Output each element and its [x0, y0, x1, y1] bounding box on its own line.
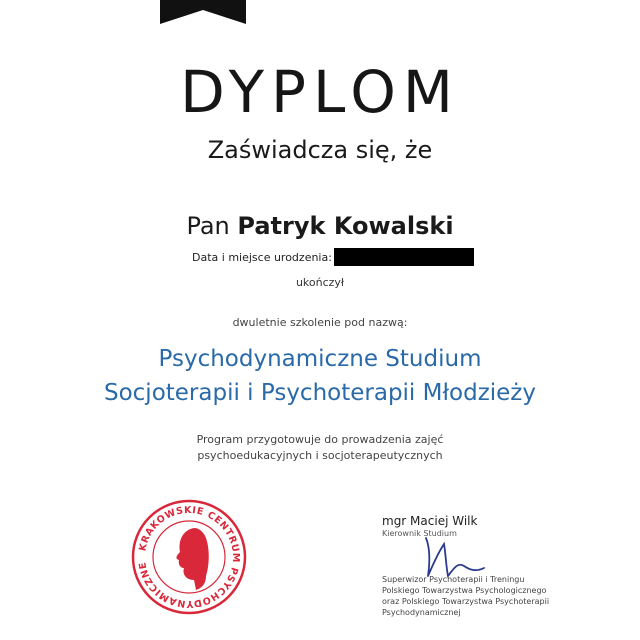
seal-text: KRAKOWSKIE CENTRUM PSYCHODYNAMICZNE [137, 504, 242, 610]
birth-label: Data i miejsce urodzenia: [192, 250, 332, 264]
ribbon-decoration [160, 0, 246, 24]
name-prefix: Pan [186, 212, 230, 240]
signatory-name: mgr Maciej Wilk [382, 514, 478, 528]
organization-seal [130, 498, 248, 616]
course-title-line2: Socjoterapii i Psychoterapii Młodzieży [103, 380, 536, 406]
sig-desc-line4: Psychodynamicznej [382, 608, 461, 617]
course-intro: dwuletnie szkolenie pod nazwą: [232, 316, 408, 329]
certifies-text: Zaświadcza się, że [207, 136, 433, 164]
program-description [0, 432, 640, 464]
completed-text: ukończył [295, 276, 345, 289]
sig-desc-line3: oraz Polskiego Towarzystwa Psychoterapii [382, 597, 550, 606]
program-line2: psychoedukacyjnych i socjoterapeutycznych [197, 449, 443, 462]
recipient-name: Patryk Kowalski [237, 212, 454, 240]
signatory-role: Kierownik Studium [382, 529, 457, 538]
recipient-line [0, 212, 640, 240]
program-line1: Program przygotowuje do prowadzenia zajęć [196, 433, 444, 446]
redaction-bar [334, 248, 474, 266]
signatory-description [382, 574, 582, 618]
sig-desc-line1: Superwizor Psychoterapii i Treningu [382, 575, 525, 584]
course-title-line1: Psychodynamiczne Studium [158, 346, 482, 372]
diploma-title: DYPLOM [180, 58, 460, 126]
sig-desc-line2: Polskiego Towarzystwa Psychologicznego [382, 586, 547, 595]
birth-line [192, 248, 474, 266]
course-title [0, 342, 640, 410]
